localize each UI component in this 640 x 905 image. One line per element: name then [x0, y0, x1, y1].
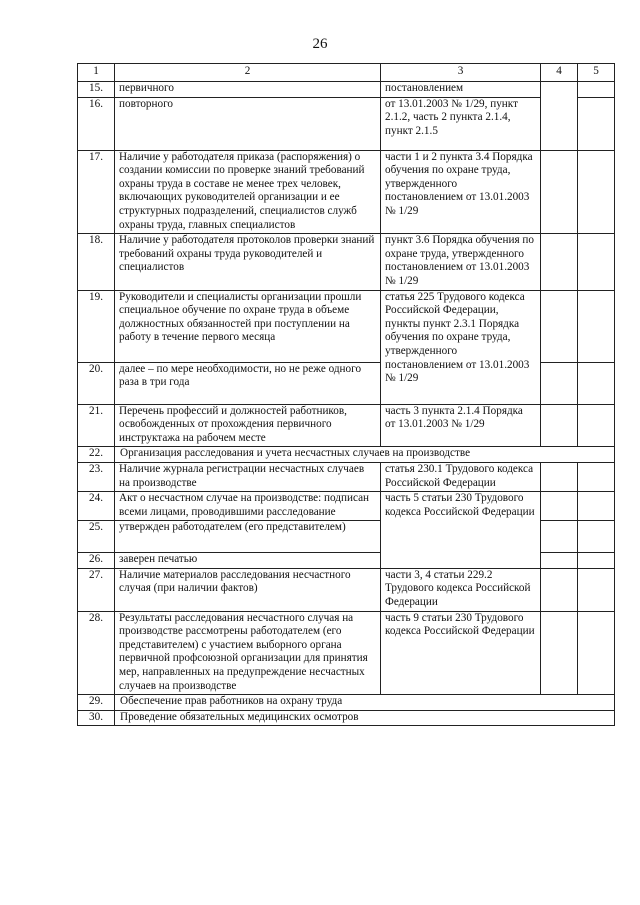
- table-row: [78, 150, 615, 234]
- row-requirement: утвержден работодателем (его представителем): [115, 521, 381, 553]
- row-number: 20.: [78, 362, 115, 404]
- header-col-4: 4: [541, 64, 578, 82]
- row-requirement: Акт о несчастном случае на производстве: подписан всеми лицами, проводившими расследование: [115, 492, 381, 521]
- row-col-4: [541, 234, 578, 290]
- row-legal-reference: статья 225 Трудового кодекса Российской Федерации, пункты пункт 2.3.1 Порядка обучения по охране труда, утвержденного постановлением от 13.01.2003 № 1/29: [381, 290, 541, 404]
- row-number: 22.: [78, 447, 115, 463]
- row-number: 28.: [78, 611, 115, 695]
- row-col-5: [578, 150, 615, 234]
- header-col-5: 5: [578, 64, 615, 82]
- row-col-5: [578, 234, 615, 290]
- section-heading: Проведение обязательных медицинских осмотров: [115, 710, 615, 726]
- row-col-5: [578, 362, 615, 404]
- row-requirement: заверен печатью: [115, 553, 381, 569]
- table-row: [78, 234, 615, 290]
- row-col-4: [541, 290, 578, 362]
- row-col-5: [578, 82, 615, 98]
- row-number: 18.: [78, 234, 115, 290]
- row-requirement: Наличие у работодателя приказа (распоряжения) о создании комиссии по проверке знаний требований охраны труда в составе не менее трех человек, включающих руководителей организации и ее структурных подразделений, специалистов служб охраны труда, главных специалистов: [115, 150, 381, 234]
- row-col-5: [578, 290, 615, 362]
- row-number: 21.: [78, 404, 115, 447]
- table-row: [78, 492, 615, 521]
- row-col-5: [578, 553, 615, 569]
- row-legal-reference: часть 9 статьи 230 Трудового кодекса Российской Федерации: [381, 611, 541, 695]
- row-col-4: [541, 568, 578, 611]
- table-row: [78, 82, 615, 98]
- row-requirement: Наличие журнала регистрации несчастных случаев на производстве: [115, 462, 381, 491]
- section-row: [78, 710, 615, 726]
- table-row: [78, 568, 615, 611]
- section-heading: Обеспечение прав работников на охрану труда: [115, 695, 615, 711]
- row-number: 15.: [78, 82, 115, 98]
- row-col-4: [541, 150, 578, 234]
- header-col-3: 3: [381, 64, 541, 82]
- row-number: 19.: [78, 290, 115, 362]
- table-row: [78, 462, 615, 491]
- row-requirement: Наличие материалов расследования несчастного случая (при наличии фактов): [115, 568, 381, 611]
- section-row: [78, 695, 615, 711]
- row-number: 16.: [78, 97, 115, 150]
- row-requirement: первичного: [115, 82, 381, 98]
- checklist-table: [77, 63, 615, 726]
- page-number: 26: [312, 36, 328, 52]
- row-col-5: [578, 462, 615, 491]
- row-legal-reference: части 3, 4 статьи 229.2 Трудового кодекса Российской Федерации: [381, 568, 541, 611]
- row-legal-reference: части 1 и 2 пункта 3.4 Порядка обучения по охране труда, утвержденного постановлением от 13.01.2003 № 1/29: [381, 150, 541, 234]
- row-col-4: [541, 553, 578, 569]
- row-legal-reference: статья 230.1 Трудового кодекса Российской Федерации: [381, 462, 541, 491]
- row-legal-reference: часть 3 пункта 2.1.4 Порядка от 13.01.2003 № 1/29: [381, 404, 541, 447]
- row-number: 27.: [78, 568, 115, 611]
- row-number: 17.: [78, 150, 115, 234]
- row-number: 23.: [78, 462, 115, 491]
- row-col-5: [578, 492, 615, 521]
- row-col-5: [578, 521, 615, 553]
- row-col-4: [541, 362, 578, 404]
- table-row: [78, 290, 615, 362]
- section-row: [78, 447, 615, 463]
- row-col-5: [578, 97, 615, 150]
- row-legal-reference: от 13.01.2003 № 1/29, пункт 2.1.2, часть 2 пункта 2.1.4, пункт 2.1.5: [381, 97, 541, 150]
- table-row: [78, 97, 615, 150]
- row-number: 30.: [78, 710, 115, 726]
- row-col-4: [541, 521, 578, 553]
- section-heading: Организация расследования и учета несчастных случаев на производстве: [115, 447, 615, 463]
- row-number: 25.: [78, 521, 115, 553]
- table-row: [78, 611, 615, 695]
- row-legal-reference: пункт 3.6 Порядка обучения по охране труда, утвержденного постановлением от 13.01.2003 № 1/29: [381, 234, 541, 290]
- row-col-4: [541, 611, 578, 695]
- table-row: [78, 404, 615, 447]
- row-number: 26.: [78, 553, 115, 569]
- row-requirement: далее – по мере необходимости, но не реже одного раза в три года: [115, 362, 381, 404]
- row-requirement: Перечень профессий и должностей работников, освобожденных от прохождения первичного инструктажа на рабочем месте: [115, 404, 381, 447]
- row-requirement: Наличие у работодателя протоколов проверки знаний требований охраны труда руководителей и специалистов: [115, 234, 381, 290]
- header-col-1: 1: [78, 64, 115, 82]
- row-col-4: [541, 462, 578, 491]
- row-col-4: [541, 82, 578, 151]
- row-legal-reference: постановлением: [381, 82, 541, 98]
- row-col-5: [578, 404, 615, 447]
- row-requirement: Руководители и специалисты организации прошли специальное обучение по охране труда в объеме должностных обязанностей при поступлении на работу в течение первого месяца: [115, 290, 381, 362]
- row-number: 24.: [78, 492, 115, 521]
- row-requirement: повторного: [115, 97, 381, 150]
- row-col-4: [541, 492, 578, 521]
- row-col-4: [541, 404, 578, 447]
- row-col-5: [578, 611, 615, 695]
- row-number: 29.: [78, 695, 115, 711]
- header-row: [78, 64, 615, 82]
- row-requirement: Результаты расследования несчастного случая на производстве рассмотрены работодателем (его представителем) с участием выборного органа первичной профсоюзной организации для принятия мер, направленных на предупреждение несчастных случаев на производстве: [115, 611, 381, 695]
- header-col-2: 2: [115, 64, 381, 82]
- row-legal-reference: часть 5 статьи 230 Трудового кодекса Российской Федерации: [381, 492, 541, 569]
- row-col-5: [578, 568, 615, 611]
